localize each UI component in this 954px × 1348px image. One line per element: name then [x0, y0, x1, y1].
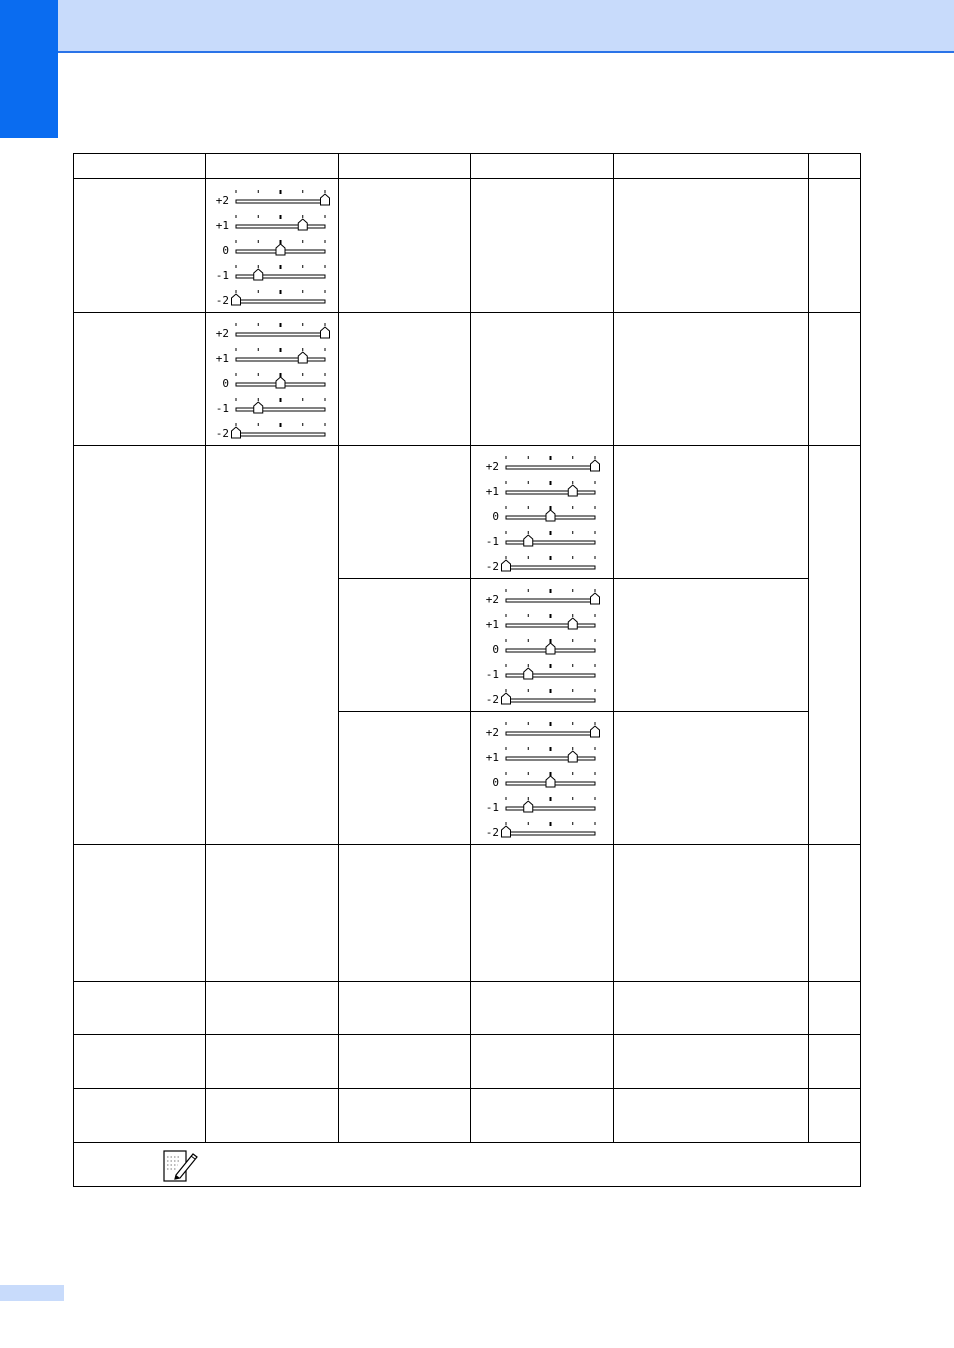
slider-handle — [232, 294, 241, 305]
slider-level-4 — [216, 290, 325, 307]
slider-handle — [254, 269, 263, 280]
slider-scale-row3c — [483, 719, 607, 844]
slider-level-label: +2 — [215, 194, 229, 207]
slider-level-4 — [216, 423, 325, 440]
slider-scale-row2 — [213, 320, 337, 445]
slider-level-label: -2 — [215, 294, 229, 307]
slider-level-label: -1 — [215, 269, 229, 282]
slider-handle — [546, 776, 555, 787]
slider-track — [236, 358, 325, 361]
slider-handle — [568, 485, 577, 496]
slider-track — [236, 225, 325, 228]
slider-handle — [524, 801, 533, 812]
slider-track — [506, 541, 595, 544]
slider-level-2 — [492, 506, 595, 523]
slider-level-0 — [486, 456, 600, 473]
slider-level-label: 0 — [222, 377, 229, 390]
slider-handle — [591, 460, 600, 471]
slider-track — [506, 757, 595, 760]
table-row-divider — [73, 1142, 861, 1143]
slider-handle — [321, 194, 330, 205]
slider-level-label: +1 — [485, 751, 499, 764]
slider-level-label: -1 — [485, 668, 499, 681]
slider-level-label: -1 — [485, 801, 499, 814]
slider-level-1 — [486, 481, 595, 498]
slider-track — [506, 699, 595, 702]
table-row-divider — [73, 844, 861, 845]
slider-level-label: -2 — [485, 693, 499, 706]
slider-handle — [232, 427, 241, 438]
slider-track — [236, 333, 325, 336]
slider-track — [506, 732, 595, 735]
table-row-divider — [73, 1088, 861, 1089]
slider-handle — [276, 244, 285, 255]
slider-level-1 — [486, 747, 595, 764]
slider-track — [236, 275, 325, 278]
slider-level-label: +1 — [215, 219, 229, 232]
slider-track — [506, 832, 595, 835]
slider-handle — [321, 327, 330, 338]
slider-track — [236, 300, 325, 303]
slider-level-4 — [486, 556, 595, 573]
slider-level-label: -2 — [215, 427, 229, 440]
slider-handle — [546, 643, 555, 654]
slider-handle — [568, 751, 577, 762]
table-row-divider — [73, 178, 861, 179]
slider-handle — [568, 618, 577, 629]
slider-level-0 — [216, 190, 330, 207]
settings-table — [73, 153, 861, 1187]
slider-handle — [502, 693, 511, 704]
slider-level-3 — [486, 664, 595, 681]
slider-handle — [591, 726, 600, 737]
table-row-divider — [73, 312, 861, 313]
slider-level-0 — [486, 722, 600, 739]
slider-level-2 — [222, 240, 325, 257]
slider-track — [236, 433, 325, 436]
table-subrow-divider — [338, 578, 808, 579]
header-band — [58, 0, 954, 53]
note-pencil-icon — [162, 1148, 198, 1184]
slider-level-label: +1 — [485, 618, 499, 631]
slider-handle — [524, 535, 533, 546]
slider-level-label: -2 — [485, 560, 499, 573]
table-column-divider — [205, 153, 206, 1142]
slider-level-label: +2 — [215, 327, 229, 340]
page-number-tab — [0, 1285, 64, 1301]
slider-level-4 — [486, 822, 595, 839]
slider-level-3 — [486, 531, 595, 548]
slider-level-label: 0 — [222, 244, 229, 257]
slider-handle — [254, 402, 263, 413]
slider-level-label: -1 — [215, 402, 229, 415]
slider-level-label: +2 — [485, 460, 499, 473]
slider-level-label: 0 — [492, 643, 499, 656]
table-subrow-divider — [338, 711, 808, 712]
slider-level-4 — [486, 689, 595, 706]
slider-scale-row3a — [483, 453, 607, 578]
table-row-divider — [73, 1034, 861, 1035]
table-row-divider — [73, 981, 861, 982]
slider-level-label: 0 — [492, 510, 499, 523]
slider-track — [506, 674, 595, 677]
slider-track — [236, 408, 325, 411]
slider-handle — [502, 560, 511, 571]
slider-level-label: +1 — [215, 352, 229, 365]
slider-level-1 — [216, 348, 325, 365]
slider-level-0 — [486, 589, 600, 606]
slider-track — [506, 599, 595, 602]
table-column-divider — [613, 153, 614, 1142]
slider-level-3 — [216, 265, 325, 282]
slider-handle — [524, 668, 533, 679]
slider-handle — [276, 377, 285, 388]
slider-level-3 — [216, 398, 325, 415]
slider-level-3 — [486, 797, 595, 814]
slider-scale-row1 — [213, 187, 337, 312]
slider-handle — [591, 593, 600, 604]
slider-track — [236, 200, 325, 203]
slider-track — [506, 807, 595, 810]
slider-level-2 — [492, 639, 595, 656]
slider-level-label: -2 — [485, 826, 499, 839]
slider-level-0 — [216, 323, 330, 340]
table-column-divider — [470, 153, 471, 1142]
slider-handle — [546, 510, 555, 521]
slider-level-1 — [216, 215, 325, 232]
slider-level-2 — [222, 373, 325, 390]
slider-level-label: +1 — [485, 485, 499, 498]
slider-level-label: +2 — [485, 593, 499, 606]
table-row-divider — [73, 445, 861, 446]
slider-handle — [298, 352, 307, 363]
slider-handle — [502, 826, 511, 837]
slider-level-2 — [492, 772, 595, 789]
slider-level-label: 0 — [492, 776, 499, 789]
slider-handle — [298, 219, 307, 230]
slider-level-label: -1 — [485, 535, 499, 548]
slider-track — [506, 466, 595, 469]
chapter-tab — [0, 0, 58, 138]
slider-level-1 — [486, 614, 595, 631]
slider-level-label: +2 — [485, 726, 499, 739]
slider-track — [506, 566, 595, 569]
table-column-divider — [808, 153, 809, 1142]
table-column-divider — [338, 153, 339, 1142]
slider-scale-row3b — [483, 586, 607, 711]
slider-track — [506, 624, 595, 627]
slider-track — [506, 491, 595, 494]
